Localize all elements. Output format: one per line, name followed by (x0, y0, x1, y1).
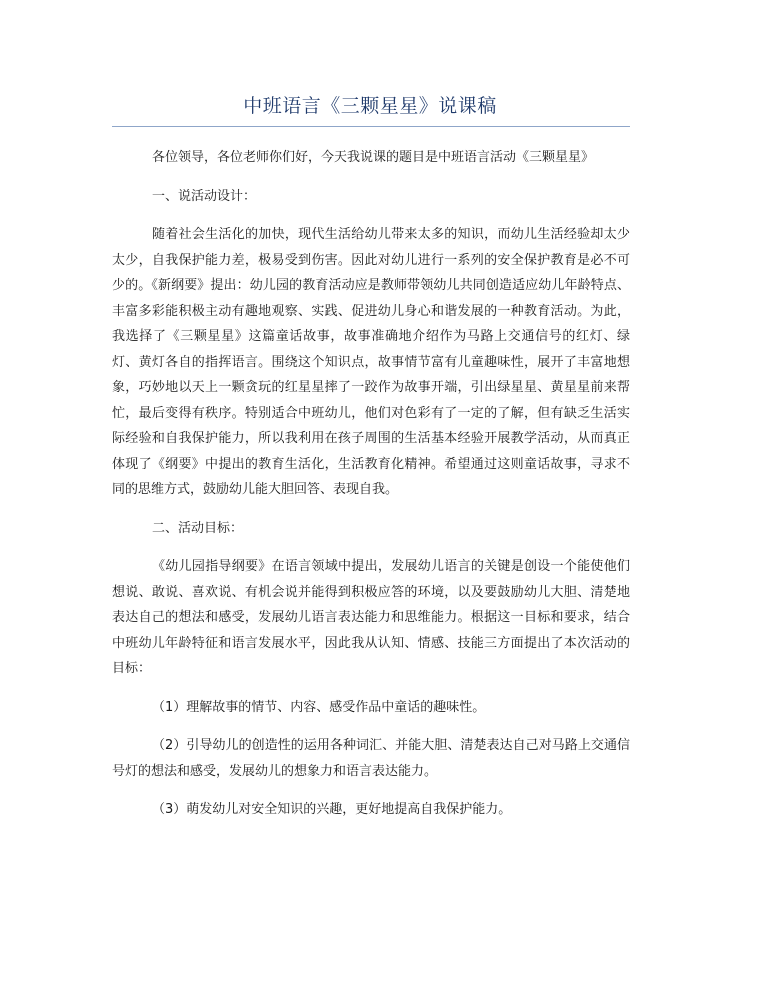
paragraph-goals: 《幼儿园指导纲要》在语言领域中提出，发展幼儿语言的关键是创设一个能使他们想说、敢说、喜欢说、有机会说并能得到积极应答的环境，以及要鼓励幼儿大胆、清楚地表达自己的想法和感受，发展幼儿语言表达能力和思维能力。根据这一目标和要求，结合中班幼儿年龄特征和语言发展水平，因此我从认知、情感、技能三方面提出了本次活动的目标： (112, 559, 630, 676)
section-heading-goals: 二、活动目标： (152, 520, 244, 536)
paragraph-greeting: 各位领导，各位老师你们好，今天我说课的题目是中班语言活动《三颗星星》 (152, 150, 595, 165)
document-title: 中班语言《三颗星星》说课稿 (243, 95, 497, 117)
document-body (112, 145, 630, 836)
goal-item-2: （2）引导幼儿的创造性的运用各种词汇、并能大胆、清楚表达自己对马路上交通信号灯的想法和感受，发展幼儿的想象力和语言表达能力。 (112, 738, 630, 779)
section-heading-design: 一、说活动设计： (152, 188, 257, 204)
paragraph-design: 随着社会生活化的加快，现代生活给幼儿带来太多的知识，而幼儿生活经验却太少太少，自我保护能力差，极易受到伤害。因此对幼儿进行一系列的安全保护教育是必不可少的。《新纲要》提出：幼儿园的教育活动应是教师带领幼儿共同创造适应幼儿年龄特点、丰富多彩能积极主动有趣地观察、实践、促进幼儿身心和谐发展的一种教育活动。为此，我选择了《三颗星星》这篇童话故事，故事准确地介绍作为马路上交通信号的红灯、绿灯、黄灯各自的指挥语言。围绕这个知识点，故事情节富有儿童趣味性，展开了丰富地想象，巧妙地以天上一颗贪玩的红星星摔了一跤作为故事开端，引出绿星星、黄星星前来帮忙，最后变得有秩序。特别适合中班幼儿，他们对色彩有了一定的了解，但有缺乏生活实际经验和自我保护能力，所以我利用在孩子周围的生活基本经验开展教学活动，从而真正体现了《纲要》中提出的教育生活化，生活教育化精神。希望通过这则童话故事，寻求不同的思维方式，鼓励幼儿能大胆回答、表现自我。 (112, 227, 630, 497)
goal-item-3: （3）萌发幼儿对安全知识的兴趣，更好地提高自我保护能力。 (152, 802, 512, 817)
goal-item-1: （1）理解故事的情节、内容、感受作品中童话的趣味性。 (152, 699, 486, 715)
title-divider (112, 126, 630, 127)
